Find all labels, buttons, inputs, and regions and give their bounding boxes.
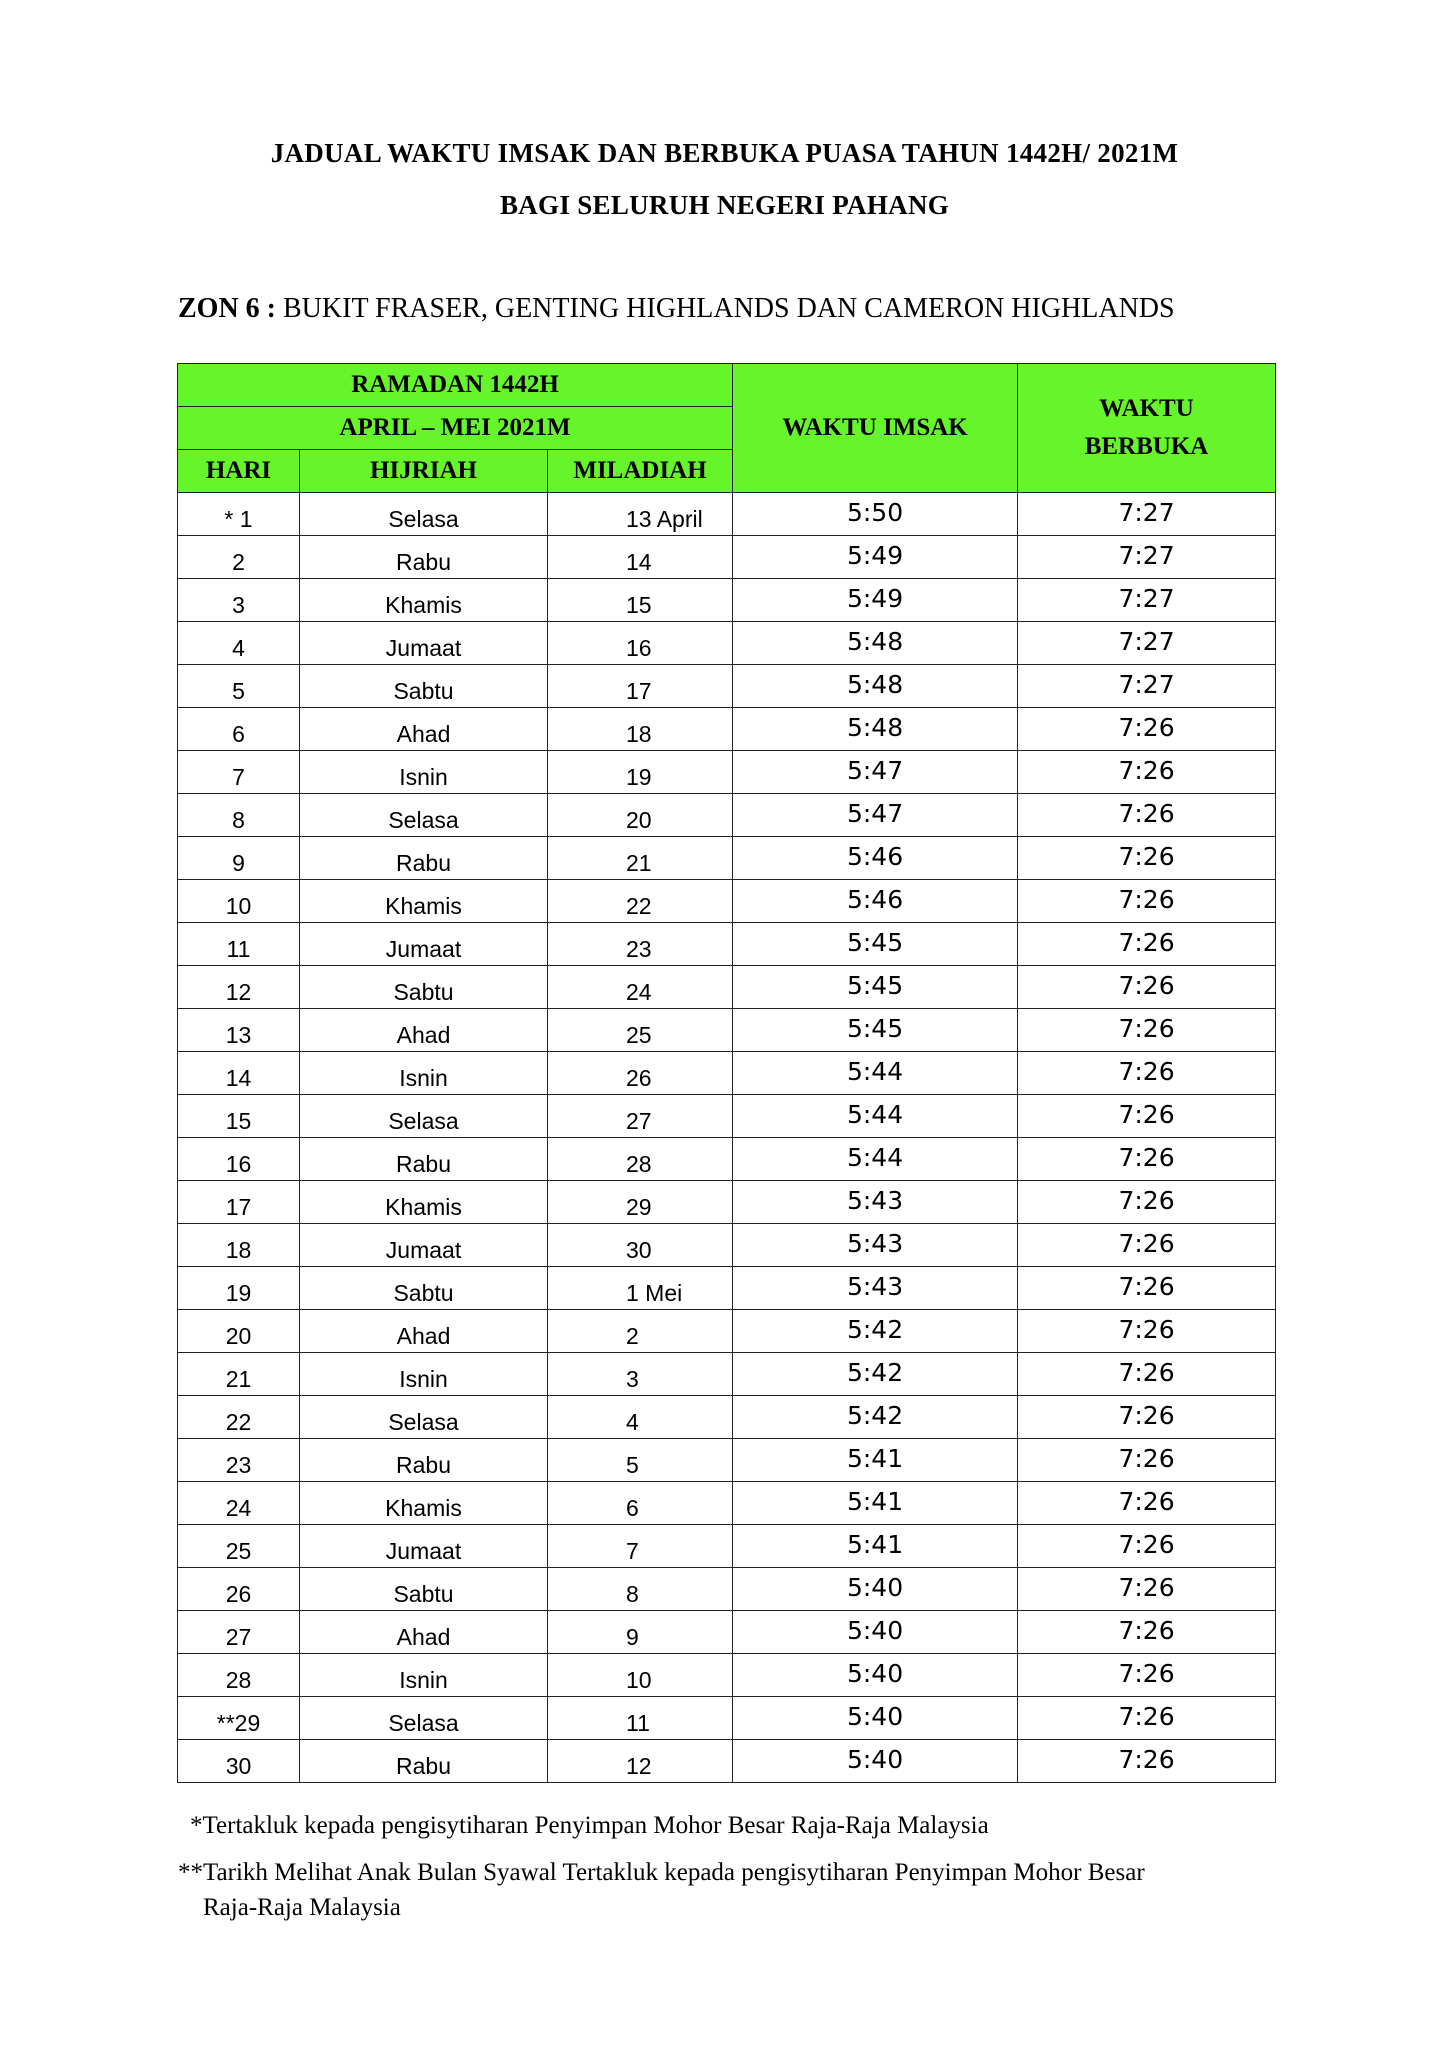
cell-hijriah: Ahad: [300, 708, 548, 751]
cell-miladiah: 10: [548, 1654, 733, 1697]
cell-hijriah: Selasa: [300, 1697, 548, 1740]
cell-miladiah: 29: [548, 1181, 733, 1224]
cell-imsak: 5:46: [733, 880, 1018, 923]
cell-hari: 14: [178, 1052, 300, 1095]
cell-hari: 11: [178, 923, 300, 966]
cell-imsak: 5:45: [733, 1009, 1018, 1052]
cell-imsak: 5:40: [733, 1697, 1018, 1740]
table-row: [178, 1267, 1276, 1310]
document-subtitle: BAGI SELURUH NEGERI PAHANG: [499, 190, 950, 220]
footnote-1: *Tertakluk kepada pengisytiharan Penyimpan Mohor Besar Raja-Raja Malaysia: [190, 1812, 989, 1839]
cell-imsak: 5:46: [733, 837, 1018, 880]
cell-hari: 5: [178, 665, 300, 708]
cell-hijriah: Jumaat: [300, 1224, 548, 1267]
table-row: [178, 1611, 1276, 1654]
table-row: [178, 1740, 1276, 1783]
cell-hari: 27: [178, 1611, 300, 1654]
table-row: [178, 1525, 1276, 1568]
cell-hari: 12: [178, 966, 300, 1009]
cell-hijriah: Jumaat: [300, 622, 548, 665]
cell-hijriah: Ahad: [300, 1009, 548, 1052]
cell-miladiah: 15: [548, 579, 733, 622]
header-ramadan: RAMADAN 1442H: [178, 364, 733, 407]
cell-imsak: 5:48: [733, 708, 1018, 751]
cell-berbuka: 7:26: [1018, 1611, 1276, 1654]
footnote-2-line1: **Tarikh Melihat Anak Bulan Syawal Tertakluk kepada pengisytiharan Penyimpan Mohor Besar: [178, 1859, 1145, 1886]
cell-miladiah: 22: [548, 880, 733, 923]
table-row: [178, 923, 1276, 966]
cell-hijriah: Sabtu: [300, 665, 548, 708]
cell-hijriah: Jumaat: [300, 1525, 548, 1568]
cell-hijriah: Khamis: [300, 1482, 548, 1525]
cell-imsak: 5:49: [733, 579, 1018, 622]
table-row: [178, 966, 1276, 1009]
table-row: [178, 579, 1276, 622]
cell-hari: 26: [178, 1568, 300, 1611]
cell-imsak: 5:45: [733, 923, 1018, 966]
cell-imsak: 5:43: [733, 1181, 1018, 1224]
cell-berbuka: 7:27: [1018, 536, 1276, 579]
table-row: [178, 493, 1276, 536]
header-waktu-imsak: WAKTU IMSAK: [733, 364, 1018, 493]
cell-imsak: 5:45: [733, 966, 1018, 1009]
cell-berbuka: 7:26: [1018, 1353, 1276, 1396]
cell-imsak: 5:41: [733, 1439, 1018, 1482]
cell-imsak: 5:43: [733, 1224, 1018, 1267]
cell-berbuka: 7:26: [1018, 751, 1276, 794]
cell-berbuka: 7:26: [1018, 794, 1276, 837]
cell-hari: 9: [178, 837, 300, 880]
cell-berbuka: 7:26: [1018, 708, 1276, 751]
footnote-2-line2: Raja-Raja Malaysia: [203, 1894, 401, 1921]
table-row: [178, 1568, 1276, 1611]
cell-miladiah: 1 Mei: [548, 1267, 733, 1310]
cell-hijriah: Jumaat: [300, 923, 548, 966]
table-row: [178, 1654, 1276, 1697]
table-row: [178, 1009, 1276, 1052]
cell-hijriah: Rabu: [300, 1439, 548, 1482]
table-row: [178, 622, 1276, 665]
cell-hari: * 1: [178, 493, 300, 536]
cell-hijriah: Khamis: [300, 880, 548, 923]
cell-miladiah: 7: [548, 1525, 733, 1568]
cell-berbuka: 7:26: [1018, 837, 1276, 880]
cell-berbuka: 7:26: [1018, 1740, 1276, 1783]
table-row: [178, 1181, 1276, 1224]
cell-imsak: 5:41: [733, 1482, 1018, 1525]
cell-hijriah: Rabu: [300, 837, 548, 880]
cell-hari: 25: [178, 1525, 300, 1568]
cell-hari: 28: [178, 1654, 300, 1697]
cell-imsak: 5:44: [733, 1138, 1018, 1181]
header-hijriah: HIJRIAH: [300, 450, 548, 493]
cell-hijriah: Selasa: [300, 794, 548, 837]
cell-berbuka: 7:26: [1018, 1482, 1276, 1525]
cell-berbuka: 7:27: [1018, 622, 1276, 665]
cell-imsak: 5:47: [733, 751, 1018, 794]
cell-hijriah: Selasa: [300, 1095, 548, 1138]
cell-berbuka: 7:26: [1018, 1138, 1276, 1181]
cell-hari: 3: [178, 579, 300, 622]
cell-miladiah: 28: [548, 1138, 733, 1181]
cell-imsak: 5:49: [733, 536, 1018, 579]
cell-imsak: 5:40: [733, 1611, 1018, 1654]
table-row: [178, 1353, 1276, 1396]
cell-hijriah: Sabtu: [300, 1568, 548, 1611]
cell-berbuka: 7:26: [1018, 1267, 1276, 1310]
cell-hari: 23: [178, 1439, 300, 1482]
table-row: [178, 1138, 1276, 1181]
header-month: APRIL – MEI 2021M: [178, 407, 733, 450]
cell-hari: 2: [178, 536, 300, 579]
document-title: JADUAL WAKTU IMSAK DAN BERBUKA PUASA TAHUN 1442H/ 2021M: [270, 138, 1179, 168]
header-waktu-berbuka-line2: BERBUKA: [1084, 433, 1209, 460]
table-row: [178, 880, 1276, 923]
cell-miladiah: 8: [548, 1568, 733, 1611]
cell-berbuka: 7:26: [1018, 1310, 1276, 1353]
cell-hari: 19: [178, 1267, 300, 1310]
cell-hijriah: Isnin: [300, 1654, 548, 1697]
cell-hijriah: Ahad: [300, 1611, 548, 1654]
cell-hari: 30: [178, 1740, 300, 1783]
cell-berbuka: 7:27: [1018, 579, 1276, 622]
cell-berbuka: 7:26: [1018, 1654, 1276, 1697]
cell-hijriah: Selasa: [300, 1396, 548, 1439]
cell-hari: 20: [178, 1310, 300, 1353]
cell-hari: 7: [178, 751, 300, 794]
cell-berbuka: 7:27: [1018, 665, 1276, 708]
zone-name: BUKIT FRASER, GENTING HIGHLANDS DAN CAMERON HIGHLANDS: [276, 293, 1175, 324]
cell-miladiah: 13 April: [548, 493, 733, 536]
table-row: [178, 1095, 1276, 1138]
cell-imsak: 5:40: [733, 1740, 1018, 1783]
header-hari: HARI: [178, 450, 300, 493]
table-row: [178, 665, 1276, 708]
cell-hari: 13: [178, 1009, 300, 1052]
table-row: [178, 536, 1276, 579]
cell-miladiah: 26: [548, 1052, 733, 1095]
cell-hijriah: Rabu: [300, 1138, 548, 1181]
cell-imsak: 5:42: [733, 1353, 1018, 1396]
zone-label: ZON 6 :: [178, 293, 276, 324]
table-row: [178, 751, 1276, 794]
cell-imsak: 5:44: [733, 1052, 1018, 1095]
cell-hari: 6: [178, 708, 300, 751]
cell-miladiah: 5: [548, 1439, 733, 1482]
cell-hijriah: Isnin: [300, 1052, 548, 1095]
cell-berbuka: 7:26: [1018, 1439, 1276, 1482]
cell-hijriah: Sabtu: [300, 1267, 548, 1310]
cell-hijriah: Sabtu: [300, 966, 548, 1009]
cell-hari: 21: [178, 1353, 300, 1396]
cell-miladiah: 4: [548, 1396, 733, 1439]
cell-miladiah: 17: [548, 665, 733, 708]
cell-miladiah: 11: [548, 1697, 733, 1740]
cell-berbuka: 7:26: [1018, 1697, 1276, 1740]
cell-berbuka: 7:26: [1018, 1224, 1276, 1267]
cell-imsak: 5:48: [733, 622, 1018, 665]
schedule-table: [177, 363, 1276, 1783]
cell-miladiah: 9: [548, 1611, 733, 1654]
table-row: [178, 1697, 1276, 1740]
table-row: [178, 1396, 1276, 1439]
cell-hijriah: Khamis: [300, 1181, 548, 1224]
cell-hari: 24: [178, 1482, 300, 1525]
cell-hijriah: Rabu: [300, 1740, 548, 1783]
cell-berbuka: 7:27: [1018, 493, 1276, 536]
cell-berbuka: 7:26: [1018, 1009, 1276, 1052]
cell-berbuka: 7:26: [1018, 1095, 1276, 1138]
cell-imsak: 5:47: [733, 794, 1018, 837]
cell-berbuka: 7:26: [1018, 1396, 1276, 1439]
table-row: [178, 837, 1276, 880]
header-waktu-berbuka: [1018, 364, 1276, 493]
cell-berbuka: 7:26: [1018, 966, 1276, 1009]
cell-hari: 4: [178, 622, 300, 665]
header-waktu-berbuka-line1: WAKTU: [1099, 395, 1194, 422]
header-miladiah: MILADIAH: [548, 450, 733, 493]
cell-hari: 16: [178, 1138, 300, 1181]
cell-miladiah: 19: [548, 751, 733, 794]
schedule-body: [178, 493, 1276, 1783]
cell-berbuka: 7:26: [1018, 880, 1276, 923]
cell-miladiah: 2: [548, 1310, 733, 1353]
cell-hari: 22: [178, 1396, 300, 1439]
table-row: [178, 1224, 1276, 1267]
cell-imsak: 5:44: [733, 1095, 1018, 1138]
cell-berbuka: 7:26: [1018, 1052, 1276, 1095]
table-row: [178, 1439, 1276, 1482]
cell-hijriah: Isnin: [300, 1353, 548, 1396]
cell-miladiah: 6: [548, 1482, 733, 1525]
cell-miladiah: 24: [548, 966, 733, 1009]
cell-hijriah: Khamis: [300, 579, 548, 622]
table-row: [178, 1310, 1276, 1353]
cell-miladiah: 16: [548, 622, 733, 665]
cell-berbuka: 7:26: [1018, 1568, 1276, 1611]
cell-imsak: 5:40: [733, 1568, 1018, 1611]
cell-hari: 17: [178, 1181, 300, 1224]
cell-miladiah: 20: [548, 794, 733, 837]
cell-berbuka: 7:26: [1018, 1525, 1276, 1568]
cell-imsak: 5:40: [733, 1654, 1018, 1697]
cell-imsak: 5:41: [733, 1525, 1018, 1568]
cell-hijriah: Ahad: [300, 1310, 548, 1353]
cell-imsak: 5:42: [733, 1396, 1018, 1439]
cell-imsak: 5:43: [733, 1267, 1018, 1310]
cell-hari: 18: [178, 1224, 300, 1267]
cell-miladiah: 14: [548, 536, 733, 579]
cell-hari: 8: [178, 794, 300, 837]
cell-hari: **29: [178, 1697, 300, 1740]
zone-heading: [178, 293, 1175, 325]
table-row: [178, 794, 1276, 837]
cell-miladiah: 30: [548, 1224, 733, 1267]
cell-hijriah: Selasa: [300, 493, 548, 536]
table-row: [178, 1052, 1276, 1095]
table-row: [178, 708, 1276, 751]
cell-hari: 10: [178, 880, 300, 923]
cell-berbuka: 7:26: [1018, 923, 1276, 966]
cell-berbuka: 7:26: [1018, 1181, 1276, 1224]
cell-hijriah: Isnin: [300, 751, 548, 794]
table-row: [178, 1482, 1276, 1525]
cell-hijriah: Rabu: [300, 536, 548, 579]
cell-miladiah: 25: [548, 1009, 733, 1052]
cell-imsak: 5:50: [733, 493, 1018, 536]
cell-hari: 15: [178, 1095, 300, 1138]
cell-imsak: 5:48: [733, 665, 1018, 708]
cell-miladiah: 23: [548, 923, 733, 966]
cell-miladiah: 21: [548, 837, 733, 880]
cell-miladiah: 12: [548, 1740, 733, 1783]
cell-miladiah: 18: [548, 708, 733, 751]
cell-imsak: 5:42: [733, 1310, 1018, 1353]
cell-miladiah: 27: [548, 1095, 733, 1138]
cell-miladiah: 3: [548, 1353, 733, 1396]
